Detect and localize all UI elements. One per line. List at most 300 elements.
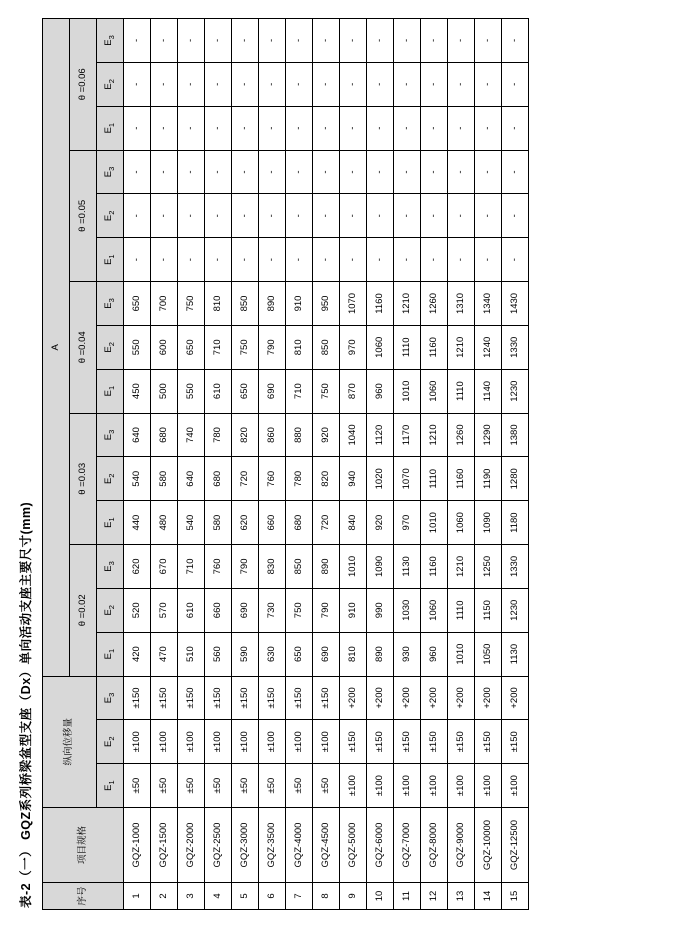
cell-spec: GQZ-3500 xyxy=(259,808,286,883)
cell-disp-2: ±150 xyxy=(340,720,367,764)
cell-t05-3: - xyxy=(394,150,421,194)
header-e1-group-1: $E_1$ xyxy=(97,632,124,676)
header-spec: 项目规格 xyxy=(43,808,124,883)
cell-no: 12 xyxy=(421,883,448,910)
header-e1-group-4: $E_1$ xyxy=(97,238,124,282)
header-theta-004: θ =0.04 xyxy=(70,282,97,413)
cell-t02-3: 1130 xyxy=(394,545,421,589)
cell-t04-3: 1210 xyxy=(394,282,421,326)
header-theta-002: θ =0.02 xyxy=(70,545,97,676)
cell-t04-1: 960 xyxy=(367,369,394,413)
cell-t04-1: 500 xyxy=(151,369,178,413)
header-e2-group-4: $E_2$ xyxy=(97,194,124,238)
table-header xyxy=(43,19,124,910)
cell-t03-3: 780 xyxy=(205,413,232,457)
cell-t06-1: - xyxy=(259,106,286,150)
cell-t04-3: 890 xyxy=(259,282,286,326)
cell-t03-3: 680 xyxy=(151,413,178,457)
cell-t03-2: 1110 xyxy=(421,457,448,501)
cell-t02-3: 890 xyxy=(313,545,340,589)
cell-t04-2: 550 xyxy=(124,325,151,369)
cell-spec: GQZ-2000 xyxy=(178,808,205,883)
cell-t03-1: 1010 xyxy=(421,501,448,545)
cell-t02-3: 1250 xyxy=(475,545,502,589)
cell-t05-1: - xyxy=(367,238,394,282)
cell-t04-1: 710 xyxy=(286,369,313,413)
cell-t04-2: 1240 xyxy=(475,325,502,369)
cell-spec: GQZ-4000 xyxy=(286,808,313,883)
cell-t06-2: - xyxy=(502,62,529,106)
cell-t04-2: 1160 xyxy=(421,325,448,369)
cell-t05-3: - xyxy=(259,150,286,194)
cell-t02-2: 1030 xyxy=(394,588,421,632)
cell-t02-2: 520 xyxy=(124,588,151,632)
cell-t02-2: 750 xyxy=(286,588,313,632)
cell-t04-3: 650 xyxy=(124,282,151,326)
cell-disp-2: ±100 xyxy=(124,720,151,764)
header-e3-group-2: $E_3$ xyxy=(97,413,124,457)
cell-t04-2: 970 xyxy=(340,325,367,369)
cell-disp-2: ±150 xyxy=(394,720,421,764)
cell-t06-1: - xyxy=(448,106,475,150)
cell-t02-1: 560 xyxy=(205,632,232,676)
bearing-dimensions-table xyxy=(42,18,529,910)
cell-disp-3: ±150 xyxy=(313,676,340,720)
cell-t02-2: 660 xyxy=(205,588,232,632)
cell-disp-3: +200 xyxy=(502,676,529,720)
cell-t02-2: 610 xyxy=(178,588,205,632)
cell-t06-1: - xyxy=(205,106,232,150)
cell-spec: GQZ-12500 xyxy=(502,808,529,883)
cell-t04-2: 790 xyxy=(259,325,286,369)
cell-disp-2: ±150 xyxy=(421,720,448,764)
cell-spec: GQZ-6000 xyxy=(367,808,394,883)
cell-t04-1: 1110 xyxy=(448,369,475,413)
cell-disp-3: +200 xyxy=(475,676,502,720)
cell-t04-2: 850 xyxy=(313,325,340,369)
cell-t02-1: 890 xyxy=(367,632,394,676)
cell-no: 2 xyxy=(151,883,178,910)
cell-spec: GQZ-1000 xyxy=(124,808,151,883)
cell-disp-2: ±150 xyxy=(367,720,394,764)
cell-spec: GQZ-10000 xyxy=(475,808,502,883)
cell-t05-2: - xyxy=(205,194,232,238)
cell-disp-2: ±100 xyxy=(286,720,313,764)
cell-disp-1: ±100 xyxy=(475,764,502,808)
header-e3-group-0: $E_3$ xyxy=(97,676,124,720)
cell-t05-1: - xyxy=(502,238,529,282)
cell-t05-3: - xyxy=(340,150,367,194)
table-row xyxy=(421,19,448,910)
cell-t05-3: - xyxy=(178,150,205,194)
cell-t04-3: 1070 xyxy=(340,282,367,326)
cell-t02-3: 670 xyxy=(151,545,178,589)
cell-t05-1: - xyxy=(313,238,340,282)
cell-t04-1: 450 xyxy=(124,369,151,413)
cell-spec: GQZ-4500 xyxy=(313,808,340,883)
cell-t06-2: - xyxy=(475,62,502,106)
cell-t02-1: 630 xyxy=(259,632,286,676)
cell-t02-1: 960 xyxy=(421,632,448,676)
cell-spec: GQZ-2500 xyxy=(205,808,232,883)
cell-t06-1: - xyxy=(151,106,178,150)
header-e3-group-3: $E_3$ xyxy=(97,282,124,326)
cell-t04-2: 710 xyxy=(205,325,232,369)
cell-t05-1: - xyxy=(205,238,232,282)
cell-t05-1: - xyxy=(475,238,502,282)
cell-disp-2: ±100 xyxy=(205,720,232,764)
header-no: 序号 xyxy=(43,883,124,910)
cell-t03-1: 680 xyxy=(286,501,313,545)
cell-t05-1: - xyxy=(394,238,421,282)
cell-disp-3: +200 xyxy=(340,676,367,720)
cell-t06-3: - xyxy=(259,19,286,63)
cell-t03-1: 1090 xyxy=(475,501,502,545)
cell-t05-3: - xyxy=(367,150,394,194)
cell-t04-3: 750 xyxy=(178,282,205,326)
cell-t06-2: - xyxy=(205,62,232,106)
cell-t05-2: - xyxy=(421,194,448,238)
cell-disp-3: ±150 xyxy=(286,676,313,720)
header-e2-group-2: $E_2$ xyxy=(97,457,124,501)
cell-t05-3: - xyxy=(448,150,475,194)
cell-disp-1: ±50 xyxy=(313,764,340,808)
cell-t06-1: - xyxy=(178,106,205,150)
cell-t02-3: 710 xyxy=(178,545,205,589)
page-title: 表-2（一） GQZ系列桥梁盆型支座（Dx）单向活动支座主要尺寸(mm) xyxy=(19,501,33,908)
cell-t06-2: - xyxy=(151,62,178,106)
cell-t02-3: 760 xyxy=(205,545,232,589)
cell-t02-1: 510 xyxy=(178,632,205,676)
cell-t04-3: 1430 xyxy=(502,282,529,326)
cell-t02-1: 470 xyxy=(151,632,178,676)
cell-t03-2: 1280 xyxy=(502,457,529,501)
cell-t04-2: 750 xyxy=(232,325,259,369)
table-row xyxy=(124,19,151,910)
cell-t06-1: - xyxy=(124,106,151,150)
table-body xyxy=(124,19,529,910)
cell-t03-3: 860 xyxy=(259,413,286,457)
header-e3-group-1: $E_3$ xyxy=(97,545,124,589)
cell-t03-2: 1070 xyxy=(394,457,421,501)
table-row xyxy=(367,19,394,910)
cell-no: 11 xyxy=(394,883,421,910)
cell-t06-1: - xyxy=(421,106,448,150)
cell-t02-3: 830 xyxy=(259,545,286,589)
cell-t03-2: 540 xyxy=(124,457,151,501)
cell-t04-2: 1060 xyxy=(367,325,394,369)
cell-t06-2: - xyxy=(421,62,448,106)
cell-t03-1: 840 xyxy=(340,501,367,545)
cell-t05-3: - xyxy=(286,150,313,194)
cell-t05-2: - xyxy=(232,194,259,238)
cell-t06-3: - xyxy=(367,19,394,63)
cell-no: 9 xyxy=(340,883,367,910)
cell-disp-3: ±150 xyxy=(178,676,205,720)
cell-t04-1: 650 xyxy=(232,369,259,413)
cell-t06-1: - xyxy=(313,106,340,150)
header-e2-group-1: $E_2$ xyxy=(97,588,124,632)
cell-disp-3: ±150 xyxy=(205,676,232,720)
cell-t02-3: 620 xyxy=(124,545,151,589)
cell-t06-1: - xyxy=(502,106,529,150)
cell-t03-3: 1120 xyxy=(367,413,394,457)
cell-t06-2: - xyxy=(232,62,259,106)
cell-t04-2: 1110 xyxy=(394,325,421,369)
table-row xyxy=(205,19,232,910)
cell-spec: GQZ-7000 xyxy=(394,808,421,883)
cell-t06-2: - xyxy=(124,62,151,106)
cell-t03-2: 1020 xyxy=(367,457,394,501)
cell-disp-2: ±100 xyxy=(232,720,259,764)
cell-t06-3: - xyxy=(421,19,448,63)
cell-t04-3: 1160 xyxy=(367,282,394,326)
cell-t03-2: 940 xyxy=(340,457,367,501)
cell-t04-2: 1330 xyxy=(502,325,529,369)
cell-t02-3: 790 xyxy=(232,545,259,589)
cell-disp-1: ±100 xyxy=(502,764,529,808)
cell-t04-3: 1260 xyxy=(421,282,448,326)
cell-t04-1: 750 xyxy=(313,369,340,413)
cell-t02-2: 790 xyxy=(313,588,340,632)
cell-t03-1: 1180 xyxy=(502,501,529,545)
cell-t04-1: 1140 xyxy=(475,369,502,413)
cell-disp-1: ±50 xyxy=(259,764,286,808)
cell-t05-3: - xyxy=(151,150,178,194)
table-row xyxy=(475,19,502,910)
cell-t03-3: 740 xyxy=(178,413,205,457)
cell-t02-1: 650 xyxy=(286,632,313,676)
cell-t06-2: - xyxy=(340,62,367,106)
table-row xyxy=(178,19,205,910)
cell-t02-1: 420 xyxy=(124,632,151,676)
cell-disp-3: ±150 xyxy=(259,676,286,720)
cell-t05-3: - xyxy=(475,150,502,194)
header-e1-group-2: $E_1$ xyxy=(97,501,124,545)
cell-t02-1: 690 xyxy=(313,632,340,676)
header-A: A xyxy=(43,19,70,677)
cell-t05-2: - xyxy=(313,194,340,238)
cell-t06-1: - xyxy=(394,106,421,150)
header-e3-group-4: $E_3$ xyxy=(97,150,124,194)
header-e1-group-0: $E_1$ xyxy=(97,764,124,808)
cell-t02-3: 1210 xyxy=(448,545,475,589)
cell-t05-2: - xyxy=(151,194,178,238)
cell-disp-1: ±100 xyxy=(421,764,448,808)
cell-no: 15 xyxy=(502,883,529,910)
cell-t05-1: - xyxy=(232,238,259,282)
cell-disp-1: ±100 xyxy=(394,764,421,808)
cell-t03-2: 680 xyxy=(205,457,232,501)
cell-t04-1: 1060 xyxy=(421,369,448,413)
cell-t02-1: 930 xyxy=(394,632,421,676)
cell-t05-2: - xyxy=(178,194,205,238)
cell-t04-3: 1340 xyxy=(475,282,502,326)
header-row-1 xyxy=(43,19,70,910)
cell-t02-1: 1010 xyxy=(448,632,475,676)
cell-t03-2: 580 xyxy=(151,457,178,501)
cell-t03-1: 480 xyxy=(151,501,178,545)
cell-t06-1: - xyxy=(232,106,259,150)
cell-t03-3: 640 xyxy=(124,413,151,457)
cell-t05-1: - xyxy=(124,238,151,282)
cell-t06-3: - xyxy=(205,19,232,63)
header-e2-group-3: $E_2$ xyxy=(97,325,124,369)
cell-disp-1: ±100 xyxy=(448,764,475,808)
cell-t02-2: 690 xyxy=(232,588,259,632)
cell-no: 3 xyxy=(178,883,205,910)
cell-disp-1: ±50 xyxy=(205,764,232,808)
cell-t02-2: 990 xyxy=(367,588,394,632)
cell-no: 1 xyxy=(124,883,151,910)
cell-t02-1: 1130 xyxy=(502,632,529,676)
cell-no: 8 xyxy=(313,883,340,910)
cell-t04-3: 1310 xyxy=(448,282,475,326)
cell-t06-2: - xyxy=(313,62,340,106)
header-row-3 xyxy=(97,19,124,910)
cell-t03-3: 920 xyxy=(313,413,340,457)
cell-t03-1: 580 xyxy=(205,501,232,545)
cell-t03-2: 760 xyxy=(259,457,286,501)
cell-t02-3: 1090 xyxy=(367,545,394,589)
cell-t05-2: - xyxy=(502,194,529,238)
cell-t05-2: - xyxy=(340,194,367,238)
cell-disp-2: ±100 xyxy=(313,720,340,764)
cell-t02-3: 1010 xyxy=(340,545,367,589)
cell-disp-1: ±100 xyxy=(367,764,394,808)
header-e1-group-3: $E_1$ xyxy=(97,369,124,413)
cell-t06-3: - xyxy=(232,19,259,63)
cell-t02-2: 1150 xyxy=(475,588,502,632)
cell-t05-3: - xyxy=(232,150,259,194)
cell-t05-2: - xyxy=(124,194,151,238)
cell-disp-2: ±150 xyxy=(448,720,475,764)
cell-t05-2: - xyxy=(448,194,475,238)
cell-t05-3: - xyxy=(124,150,151,194)
cell-disp-2: ±150 xyxy=(475,720,502,764)
cell-spec: GQZ-9000 xyxy=(448,808,475,883)
cell-t04-3: 950 xyxy=(313,282,340,326)
cell-t03-2: 780 xyxy=(286,457,313,501)
cell-t06-3: - xyxy=(448,19,475,63)
cell-t06-1: - xyxy=(475,106,502,150)
cell-t06-1: - xyxy=(367,106,394,150)
table-row xyxy=(259,19,286,910)
cell-t05-2: - xyxy=(259,194,286,238)
cell-disp-1: ±50 xyxy=(151,764,178,808)
cell-t03-1: 720 xyxy=(313,501,340,545)
cell-t06-3: - xyxy=(394,19,421,63)
cell-disp-2: ±100 xyxy=(259,720,286,764)
cell-spec: GQZ-5000 xyxy=(340,808,367,883)
cell-t06-2: - xyxy=(394,62,421,106)
cell-disp-1: ±50 xyxy=(232,764,259,808)
cell-disp-1: ±50 xyxy=(178,764,205,808)
cell-no: 10 xyxy=(367,883,394,910)
cell-t06-3: - xyxy=(340,19,367,63)
header-theta-006: θ =0.06 xyxy=(70,19,97,151)
cell-t02-2: 1230 xyxy=(502,588,529,632)
cell-disp-3: ±150 xyxy=(124,676,151,720)
header-e2-group-5: $E_2$ xyxy=(97,62,124,106)
cell-no: 5 xyxy=(232,883,259,910)
cell-disp-3: +200 xyxy=(421,676,448,720)
cell-t03-2: 1190 xyxy=(475,457,502,501)
cell-no: 7 xyxy=(286,883,313,910)
cell-disp-3: ±150 xyxy=(232,676,259,720)
cell-spec: GQZ-3000 xyxy=(232,808,259,883)
cell-t02-1: 590 xyxy=(232,632,259,676)
cell-t06-2: - xyxy=(259,62,286,106)
cell-t03-2: 820 xyxy=(313,457,340,501)
cell-disp-3: +200 xyxy=(367,676,394,720)
cell-disp-1: ±50 xyxy=(286,764,313,808)
cell-t03-1: 620 xyxy=(232,501,259,545)
cell-t03-1: 1060 xyxy=(448,501,475,545)
cell-t04-1: 690 xyxy=(259,369,286,413)
cell-t03-1: 440 xyxy=(124,501,151,545)
cell-t05-1: - xyxy=(151,238,178,282)
cell-spec: GQZ-8000 xyxy=(421,808,448,883)
cell-t03-3: 820 xyxy=(232,413,259,457)
cell-t03-3: 1170 xyxy=(394,413,421,457)
header-e3-group-5: $E_3$ xyxy=(97,19,124,63)
cell-t05-3: - xyxy=(313,150,340,194)
table-row xyxy=(232,19,259,910)
cell-disp-1: ±100 xyxy=(340,764,367,808)
cell-t04-2: 600 xyxy=(151,325,178,369)
cell-t03-1: 540 xyxy=(178,501,205,545)
cell-t02-2: 1110 xyxy=(448,588,475,632)
cell-t04-3: 910 xyxy=(286,282,313,326)
cell-t04-2: 810 xyxy=(286,325,313,369)
cell-t02-3: 1330 xyxy=(502,545,529,589)
cell-t06-1: - xyxy=(340,106,367,150)
table-row xyxy=(502,19,529,910)
cell-t05-2: - xyxy=(394,194,421,238)
cell-t04-3: 700 xyxy=(151,282,178,326)
cell-t06-2: - xyxy=(367,62,394,106)
table-row xyxy=(448,19,475,910)
cell-t03-1: 920 xyxy=(367,501,394,545)
cell-t06-2: - xyxy=(286,62,313,106)
cell-no: 13 xyxy=(448,883,475,910)
cell-disp-3: ±150 xyxy=(151,676,178,720)
cell-t02-3: 1160 xyxy=(421,545,448,589)
cell-no: 6 xyxy=(259,883,286,910)
cell-t03-3: 1380 xyxy=(502,413,529,457)
cell-disp-1: ±50 xyxy=(124,764,151,808)
cell-t05-1: - xyxy=(448,238,475,282)
cell-t05-3: - xyxy=(421,150,448,194)
table-row xyxy=(313,19,340,910)
cell-t06-3: - xyxy=(151,19,178,63)
header-longitudinal: 纵向位移量 xyxy=(43,676,97,807)
cell-t02-2: 730 xyxy=(259,588,286,632)
cell-t04-1: 870 xyxy=(340,369,367,413)
cell-t03-3: 1040 xyxy=(340,413,367,457)
cell-disp-2: ±100 xyxy=(151,720,178,764)
header-e1-group-5: $E_1$ xyxy=(97,106,124,150)
cell-t03-2: 640 xyxy=(178,457,205,501)
cell-t02-2: 570 xyxy=(151,588,178,632)
cell-no: 14 xyxy=(475,883,502,910)
cell-t03-3: 1290 xyxy=(475,413,502,457)
cell-t06-3: - xyxy=(475,19,502,63)
table-row xyxy=(151,19,178,910)
table-row xyxy=(394,19,421,910)
header-e2-group-0: $E_2$ xyxy=(97,720,124,764)
